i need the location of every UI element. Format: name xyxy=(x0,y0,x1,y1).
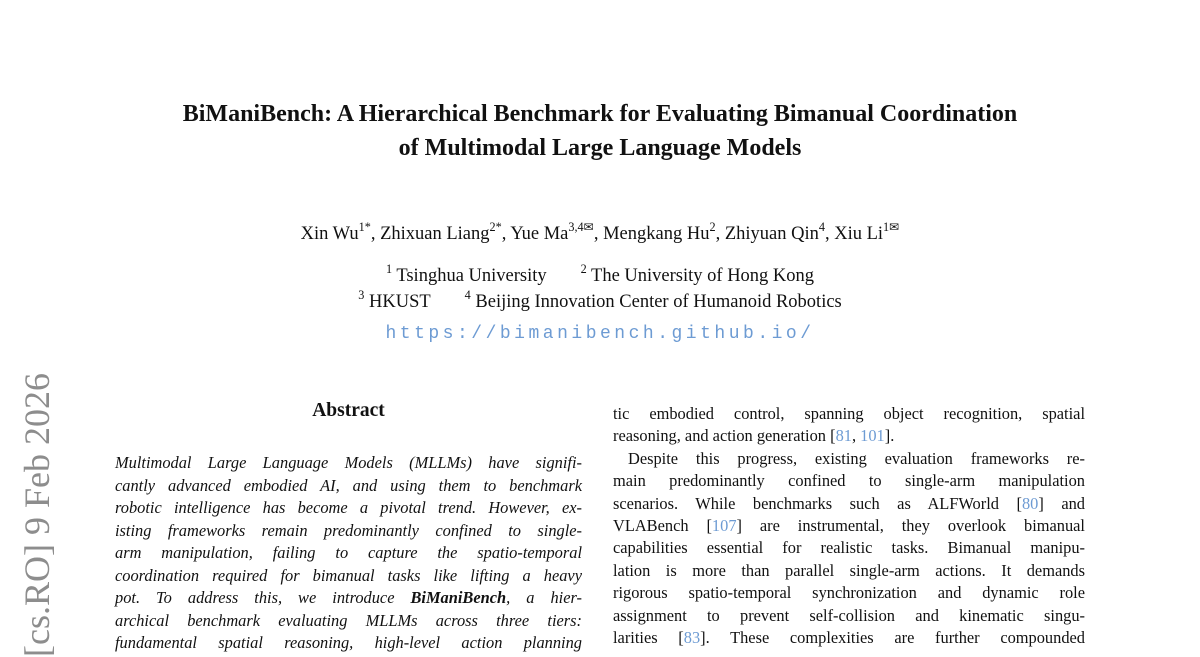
affiliation-name: HKUST xyxy=(368,292,431,312)
citation-link[interactable]: 81 xyxy=(835,426,852,446)
text-segment: , a hier- xyxy=(506,588,582,607)
text-segment: ] and xyxy=(1038,493,1085,513)
author-name: Zhixuan Liang xyxy=(380,224,490,244)
author-separator: , xyxy=(370,224,381,244)
affiliations-row xyxy=(115,289,1085,315)
text-line xyxy=(115,587,582,610)
affiliation-name: The University of Hong Kong xyxy=(591,266,815,286)
project-url-line xyxy=(115,324,1085,344)
abstract-text xyxy=(115,452,582,655)
text-segment: main predominantly confined to single-arm manipulation xyxy=(613,471,1085,491)
affiliation-superscript: 4 xyxy=(464,287,471,302)
text-segment: isting frameworks remain predominantly confined to single- xyxy=(115,520,582,540)
author-separator: , xyxy=(824,224,835,244)
text-segment: BiManiBench xyxy=(410,588,507,607)
author xyxy=(380,219,511,244)
text-line xyxy=(613,582,1085,604)
text-line xyxy=(115,610,582,633)
paper-body xyxy=(115,0,1085,344)
author-name: Zhiyuan Qin xyxy=(724,224,819,244)
text-line xyxy=(115,632,582,655)
affiliation-name: Beijing Innovation Center of Humanoid Robotics xyxy=(475,292,842,312)
author-superscript: 3,4✉ xyxy=(568,219,594,234)
intro-column xyxy=(613,391,1085,655)
author xyxy=(724,219,835,244)
text-line xyxy=(613,627,1085,649)
text-segment: , xyxy=(851,426,861,446)
project-url-link[interactable]: https://bimanibench.github.io/ xyxy=(385,324,815,344)
text-segment: VLABench [ xyxy=(613,516,712,536)
paper-title xyxy=(115,97,1085,165)
authors-line xyxy=(115,221,1085,247)
abstract-column xyxy=(115,391,582,655)
text-line xyxy=(115,520,582,543)
author-separator: , xyxy=(501,224,511,244)
text-line xyxy=(613,605,1085,627)
text-line xyxy=(613,403,1085,425)
author xyxy=(834,219,900,244)
author-name: Xiu Li xyxy=(834,224,884,244)
text-line xyxy=(613,537,1085,559)
text-segment: ]. These complexities are further compounded xyxy=(700,628,1085,648)
text-segment: Despite this progress, existing evaluation frameworks re- xyxy=(628,448,1085,468)
text-line xyxy=(613,425,1085,447)
author-name: Mengkang Hu xyxy=(603,224,710,244)
text-line xyxy=(613,515,1085,537)
affiliation xyxy=(385,261,547,286)
text-segment: tic embodied control, spanning object recognition, spatial xyxy=(613,404,1085,423)
text-line xyxy=(613,470,1085,492)
text-segment: archical benchmark evaluating MLLMs across three tiers: xyxy=(115,610,582,630)
author-name: Yue Ma xyxy=(510,224,569,244)
text-segment: rigorous spatio-temporal synchronization and dynamic role xyxy=(613,583,1085,603)
text-segment: larities [ xyxy=(613,628,684,648)
text-segment: cantly advanced embodied AI, and using them to benchmark xyxy=(115,475,582,495)
author xyxy=(510,219,604,244)
paper-title-line2: of Multimodal Large Language Models xyxy=(398,135,802,161)
affiliation xyxy=(580,261,815,286)
text-segment: fundamental spatial reasoning, high-level action planning xyxy=(115,633,582,652)
affiliation xyxy=(464,287,842,312)
author-superscript: 4 xyxy=(818,219,825,234)
text-line xyxy=(115,497,582,520)
text-line xyxy=(115,565,582,588)
citation-link[interactable]: 80 xyxy=(1021,493,1039,513)
affiliation-name: Tsinghua University xyxy=(396,266,547,286)
text-segment: reasoning, and action generation [ xyxy=(613,426,836,446)
text-segment: scenarios. While benchmarks such as ALFWorld [ xyxy=(613,493,1022,513)
author-superscript: 1✉ xyxy=(883,219,900,234)
author-superscript: 2 xyxy=(709,219,716,234)
author xyxy=(603,219,725,244)
citation-link[interactable]: 101 xyxy=(860,426,885,446)
abstract-heading: Abstract xyxy=(312,400,385,421)
author-separator: , xyxy=(715,224,725,244)
author-name: Xin Wu xyxy=(300,224,359,244)
affiliation-superscript: 3 xyxy=(358,287,365,302)
text-segment: ] are instrumental, they overlook bimanual xyxy=(736,516,1085,536)
affiliations-row xyxy=(115,263,1085,289)
author-separator: , xyxy=(593,224,604,244)
text-line xyxy=(115,542,582,565)
text-segment: assignment to prevent self-collision and kinematic singu- xyxy=(613,605,1085,625)
text-line xyxy=(613,448,1085,470)
text-segment: ]. xyxy=(884,426,895,446)
arxiv-watermark: [cs.RO] 9 Feb 2026 xyxy=(17,373,57,657)
text-line xyxy=(613,493,1085,515)
affiliation-superscript: 2 xyxy=(580,261,587,276)
citation-link[interactable]: 83 xyxy=(683,628,701,648)
text-segment: capabilities essential for realistic tasks. Bimanual manipu- xyxy=(613,538,1085,558)
author xyxy=(300,219,381,244)
text-line xyxy=(115,452,582,475)
text-line xyxy=(115,475,582,498)
text-segment: lation is more than parallel single-arm actions. It demands xyxy=(613,560,1085,580)
text-segment: arm manipulation, failing to capture the spatio-temporal xyxy=(115,543,582,562)
text-segment: robotic intelligence has become a pivotal trend. However, ex- xyxy=(115,498,582,517)
text-segment: pot. To address this, we introduce xyxy=(115,588,411,607)
citation-link[interactable]: 107 xyxy=(711,516,737,536)
author-superscript: 1* xyxy=(358,219,371,234)
two-column-layout xyxy=(115,391,1085,655)
paper-title-line1: BiManiBench: A Hierarchical Benchmark for Evaluating Bimanual Coordination xyxy=(182,101,1018,127)
text-line xyxy=(613,560,1085,582)
affiliation xyxy=(358,287,431,312)
text-segment: coordination required for bimanual tasks like lifting a heavy xyxy=(115,565,582,585)
text-segment: Multimodal Large Language Models (MLLMs) have signifi- xyxy=(115,453,582,472)
affiliation-superscript: 1 xyxy=(385,261,393,276)
author-superscript: 2* xyxy=(489,219,502,234)
